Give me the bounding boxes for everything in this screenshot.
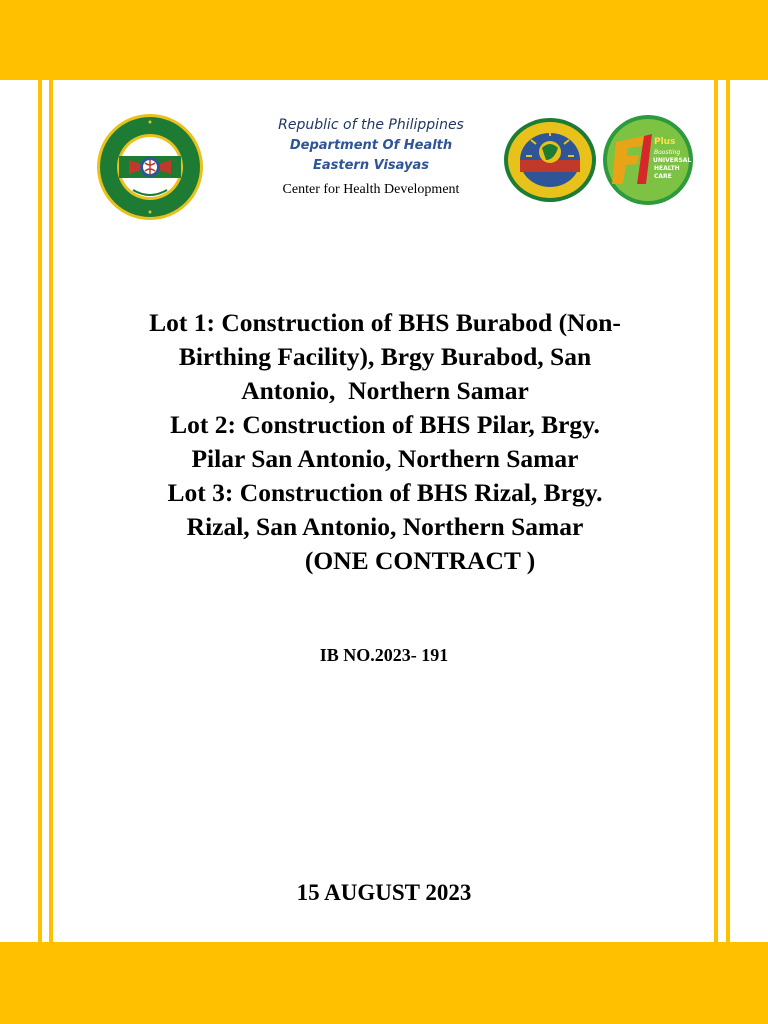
svg-text:Plus: Plus	[654, 137, 676, 147]
doh-seal-logo	[95, 112, 205, 222]
header-department: Department Of Health	[289, 138, 453, 153]
ib-number: IB NO.2023- 191	[319, 645, 449, 665]
left-border-line-inner	[49, 0, 53, 1024]
right-border-line-outer	[726, 0, 730, 1024]
top-accent-band	[0, 0, 768, 80]
title-line: Lot 1: Construction of BHS Burabod (Non-	[149, 308, 621, 337]
title-line: Pilar San Antonio, Northern Samar	[191, 444, 579, 473]
header-center: Center for Health Development	[282, 182, 460, 197]
eastern-visayas-seal-logo	[502, 116, 598, 204]
svg-text:UNIVERSAL: UNIVERSAL	[653, 157, 692, 164]
header-republic: Republic of the Philippines	[278, 117, 464, 133]
header-region: Eastern Visayas	[313, 158, 429, 173]
title-line: Lot 3: Construction of BHS Rizal, Brgy.	[167, 478, 603, 507]
bottom-accent-band	[0, 942, 768, 1024]
title-line: Antonio, Northern Samar	[241, 376, 529, 405]
header-block	[244, 114, 498, 202]
title-line: Rizal, San Antonio, Northern Samar	[186, 512, 584, 541]
title-line: Birthing Facility), Brgy Burabod, San	[178, 342, 592, 371]
left-border-line-outer	[38, 0, 42, 1024]
f1-plus-uhc-logo	[602, 114, 694, 206]
title-line: (ONE CONTRACT )	[234, 546, 536, 575]
document-date: 15 AUGUST 2023	[296, 880, 472, 905]
title-line: Lot 2: Construction of BHS Pilar, Brgy.	[170, 410, 600, 439]
right-border-line-inner	[714, 0, 718, 1024]
document-title	[80, 306, 690, 578]
svg-text:CARE: CARE	[654, 173, 672, 180]
svg-text:Boosting: Boosting	[654, 149, 681, 156]
svg-text:HEALTH: HEALTH	[654, 165, 680, 172]
